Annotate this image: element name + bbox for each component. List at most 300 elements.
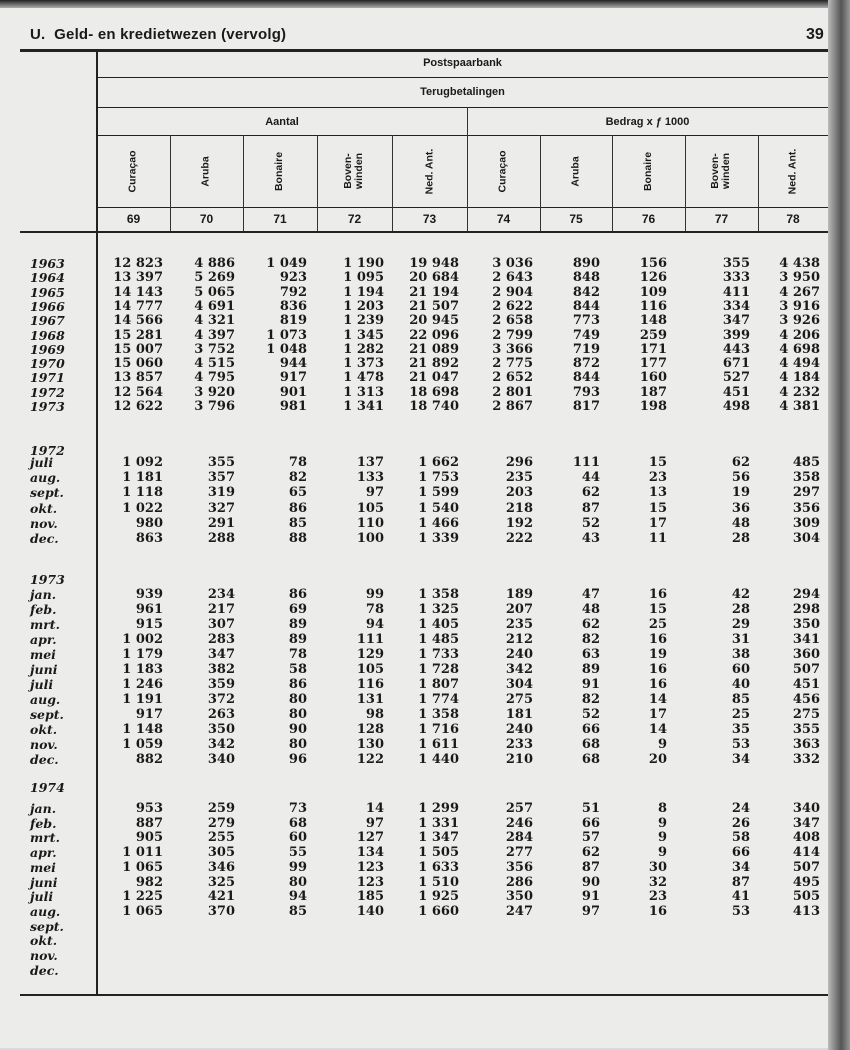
table-cell: 3 926 xyxy=(779,313,820,329)
table-cell: 4 515 xyxy=(194,356,235,372)
table-cell: 137 xyxy=(356,455,384,470)
column-header xyxy=(467,137,540,205)
table-cell: 307 xyxy=(207,617,235,632)
table-cell: 82 xyxy=(581,632,600,647)
table-cell: 105 xyxy=(356,500,384,516)
table-cell: 408 xyxy=(792,830,820,846)
row-label: aug. xyxy=(30,692,61,707)
column-header xyxy=(97,137,170,205)
table-row xyxy=(0,328,830,343)
table-cell: 836 xyxy=(279,298,307,314)
table-cell: 1 716 xyxy=(418,722,459,737)
table-cell: 18 698 xyxy=(409,384,459,400)
table-row xyxy=(0,948,830,963)
table-row xyxy=(0,313,830,328)
table-row xyxy=(0,933,830,948)
table-row xyxy=(0,875,830,890)
table-cell: 41 xyxy=(731,889,750,905)
table-row xyxy=(0,707,830,722)
table-cell: 87 xyxy=(581,859,600,875)
table-cell: 325 xyxy=(207,874,235,890)
table-cell: 12 564 xyxy=(113,384,163,400)
table-cell: 1 753 xyxy=(418,470,459,486)
table-cell: 1 190 xyxy=(343,256,384,271)
table-cell: 356 xyxy=(505,859,533,875)
table-cell: 890 xyxy=(572,256,600,271)
table-cell: 2 622 xyxy=(492,298,533,314)
row-label: dec. xyxy=(30,531,59,546)
row-label: 1970 xyxy=(30,356,65,372)
table-cell: 3 920 xyxy=(194,384,235,400)
table-cell: 34 xyxy=(731,859,750,875)
table-cell: 62 xyxy=(581,845,600,861)
table-cell: 198 xyxy=(639,399,667,414)
table-cell: 1 073 xyxy=(266,327,307,343)
table-cell: 68 xyxy=(288,815,307,831)
table-cell: 284 xyxy=(505,830,533,846)
table-cell: 88 xyxy=(288,531,307,546)
table-row xyxy=(0,285,830,300)
table-row xyxy=(0,904,830,919)
table-cell: 116 xyxy=(639,298,667,314)
table-cell: 20 xyxy=(648,752,667,767)
table-cell: 451 xyxy=(722,384,750,400)
table-cell: 1 485 xyxy=(418,632,459,647)
table-cell: 350 xyxy=(505,889,533,905)
table-cell: 14 143 xyxy=(113,284,163,300)
table-cell: 961 xyxy=(135,602,163,617)
header-aantal: Aantal xyxy=(265,116,299,128)
table-cell: 4 397 xyxy=(194,327,235,343)
table-row xyxy=(0,662,830,677)
table-cell: 21 089 xyxy=(409,341,459,357)
table-cell: 18 740 xyxy=(409,399,459,414)
table-cell: 217 xyxy=(207,602,235,617)
table-cell: 355 xyxy=(207,455,235,470)
table-cell: 372 xyxy=(207,692,235,707)
table-cell: 1 611 xyxy=(418,737,459,752)
table-row xyxy=(0,845,830,860)
table-cell: 277 xyxy=(505,845,533,861)
table-row xyxy=(0,470,830,485)
table-cell: 953 xyxy=(135,801,163,816)
table-cell: 87 xyxy=(731,874,750,890)
table-cell: 355 xyxy=(792,722,820,737)
column-number: 70 xyxy=(199,212,214,226)
table-cell: 341 xyxy=(792,632,820,647)
row-label: 1969 xyxy=(30,341,65,357)
table-cell: 882 xyxy=(135,752,163,767)
table-cell: 21 892 xyxy=(409,356,459,372)
table-cell: 19 xyxy=(648,647,667,662)
table-cell: 1 633 xyxy=(418,859,459,875)
table-cell: 773 xyxy=(572,313,600,329)
table-cell: 263 xyxy=(207,707,235,722)
table-cell: 235 xyxy=(505,617,533,632)
table-cell: 80 xyxy=(288,692,307,707)
row-label: 1968 xyxy=(30,327,65,343)
table-cell: 247 xyxy=(505,903,533,919)
table-cell: 5 065 xyxy=(194,284,235,300)
table-cell: 14 xyxy=(365,801,384,816)
table-cell: 16 xyxy=(648,677,667,692)
rule xyxy=(97,135,828,136)
row-label: feb. xyxy=(30,815,57,831)
table-cell: 15 007 xyxy=(113,341,163,357)
column-header-label: Curaçao xyxy=(126,149,139,193)
table-cell: 842 xyxy=(572,284,600,300)
table-cell: 1 510 xyxy=(418,874,459,890)
table-cell: 185 xyxy=(356,889,384,905)
table-cell: 1 331 xyxy=(418,815,459,831)
table-cell: 78 xyxy=(288,455,307,470)
table-cell: 4 438 xyxy=(779,256,820,271)
table-cell: 917 xyxy=(279,370,307,386)
table-cell: 82 xyxy=(288,470,307,486)
column-header xyxy=(243,137,317,205)
table-cell: 1 728 xyxy=(418,662,459,677)
table-cell: 495 xyxy=(792,874,820,890)
row-label: sept. xyxy=(30,707,64,722)
table-cell: 288 xyxy=(207,531,235,546)
table-cell: 181 xyxy=(505,707,533,722)
table-cell: 22 096 xyxy=(409,327,459,343)
table-cell: 134 xyxy=(356,845,384,861)
table-cell: 246 xyxy=(505,815,533,831)
row-label: 1964 xyxy=(30,270,65,286)
table-cell: 363 xyxy=(792,737,820,752)
table-cell: 498 xyxy=(722,399,750,414)
table-cell: 171 xyxy=(639,341,667,357)
table-row xyxy=(0,722,830,737)
table-cell: 2 799 xyxy=(492,327,533,343)
row-label: jan. xyxy=(30,801,57,816)
table-cell: 505 xyxy=(792,889,820,905)
row-label: okt. xyxy=(30,933,58,949)
table-cell: 370 xyxy=(207,903,235,919)
table-cell: 51 xyxy=(581,801,600,816)
row-label: 1967 xyxy=(30,313,65,329)
table-cell: 1 118 xyxy=(122,485,163,501)
table-cell: 1 022 xyxy=(122,500,163,516)
table-cell: 133 xyxy=(356,470,384,486)
table-cell: 360 xyxy=(792,647,820,662)
table-cell: 291 xyxy=(207,515,235,531)
table-cell: 105 xyxy=(356,662,384,677)
table-cell: 23 xyxy=(648,470,667,486)
table-cell: 222 xyxy=(505,531,533,546)
table-cell: 60 xyxy=(731,662,750,677)
row-label: juni xyxy=(30,662,58,677)
table-cell: 16 xyxy=(648,632,667,647)
column-header-label: Aruba xyxy=(569,155,582,187)
table-cell: 9 xyxy=(657,845,667,861)
table-cell: 86 xyxy=(288,677,307,692)
table-cell: 350 xyxy=(207,722,235,737)
table-cell: 240 xyxy=(505,647,533,662)
row-label: jan. xyxy=(30,587,57,602)
table-row xyxy=(0,385,830,400)
table-cell: 4 381 xyxy=(779,399,820,414)
table-cell: 1 239 xyxy=(343,313,384,329)
table-cell: 1 225 xyxy=(122,889,163,905)
column-header-label: Bonaire xyxy=(642,151,654,191)
table-cell: 382 xyxy=(207,662,235,677)
table-cell: 485 xyxy=(792,455,820,470)
rule xyxy=(97,207,828,208)
table-cell: 980 xyxy=(135,515,163,531)
table-cell: 1 282 xyxy=(343,341,384,357)
table-cell: 347 xyxy=(792,815,820,831)
table-cell: 207 xyxy=(505,602,533,617)
table-row xyxy=(0,356,830,371)
header-bedrag: Bedrag x ƒ 1000 xyxy=(605,116,690,128)
table-cell: 16 xyxy=(648,903,667,919)
rule xyxy=(20,231,828,233)
table-cell: 62 xyxy=(581,485,600,501)
table-cell: 89 xyxy=(288,632,307,647)
table-cell: 1 246 xyxy=(122,677,163,692)
table-cell: 123 xyxy=(356,874,384,890)
table-cell: 38 xyxy=(731,647,750,662)
row-label: juli xyxy=(30,889,54,905)
header-postspaarbank: Postspaarbank xyxy=(423,57,502,69)
row-label: 1963 xyxy=(30,256,65,271)
table-row xyxy=(0,632,830,647)
table-row xyxy=(0,801,830,816)
row-label: nov. xyxy=(30,948,58,963)
column-header xyxy=(170,137,243,205)
table-cell: 15 xyxy=(648,602,667,617)
table-cell: 4 698 xyxy=(779,341,820,357)
table-row xyxy=(0,501,830,516)
table-cell: 1 191 xyxy=(122,692,163,707)
table-cell: 52 xyxy=(581,707,600,722)
table-row xyxy=(0,860,830,875)
table-cell: 66 xyxy=(581,815,600,831)
row-label: 1971 xyxy=(30,370,65,386)
table-cell: 347 xyxy=(722,313,750,329)
table-cell: 116 xyxy=(356,677,384,692)
table-cell: 844 xyxy=(572,370,600,386)
column-number: 71 xyxy=(273,212,287,226)
table-cell: 793 xyxy=(572,384,600,400)
table-cell: 507 xyxy=(792,662,820,677)
table-cell: 887 xyxy=(135,815,163,831)
table-cell: 28 xyxy=(731,602,750,617)
table-cell: 507 xyxy=(792,859,820,875)
table-cell: 350 xyxy=(792,617,820,632)
column-number: 72 xyxy=(347,212,362,226)
table-cell: 90 xyxy=(288,722,307,737)
table-cell: 1 345 xyxy=(343,327,384,343)
row-label: apr. xyxy=(30,845,57,861)
column-header-label: Bonaire xyxy=(273,151,286,191)
table-cell: 28 xyxy=(731,531,750,546)
table-cell: 2 775 xyxy=(492,356,533,372)
table-cell: 97 xyxy=(365,485,384,501)
table-cell: 68 xyxy=(581,737,600,752)
table-cell: 32 xyxy=(648,874,667,890)
table-cell: 17 xyxy=(648,515,667,531)
table-row xyxy=(0,677,830,692)
table-cell: 130 xyxy=(356,737,384,752)
table-cell: 4 206 xyxy=(779,327,820,343)
table-cell: 259 xyxy=(639,327,667,343)
table-cell: 359 xyxy=(207,677,235,692)
table-cell: 98 xyxy=(365,707,384,722)
table-cell: 309 xyxy=(792,515,820,531)
table-cell: 55 xyxy=(288,845,307,861)
table-cell: 111 xyxy=(356,632,384,647)
table-cell: 235 xyxy=(505,470,533,486)
table-cell: 1 179 xyxy=(122,647,163,662)
table-cell: 80 xyxy=(288,874,307,890)
table-cell: 719 xyxy=(572,341,600,357)
table-cell: 53 xyxy=(731,737,750,752)
table-row xyxy=(0,889,830,904)
chapter-letter: U. xyxy=(30,26,46,43)
table-cell: 42 xyxy=(731,587,750,602)
table-cell: 1 540 xyxy=(418,500,459,516)
table-cell: 456 xyxy=(792,692,820,707)
table-cell: 1 358 xyxy=(418,587,459,602)
row-label: mei xyxy=(30,859,56,875)
table-cell: 20 945 xyxy=(409,313,459,329)
table-cell: 1 599 xyxy=(418,485,459,501)
table-cell: 189 xyxy=(505,587,533,602)
table-cell: 56 xyxy=(731,470,750,486)
table-cell: 1 092 xyxy=(122,455,163,470)
table-cell: 3 366 xyxy=(492,341,533,357)
table-cell: 421 xyxy=(207,889,235,905)
table-cell: 357 xyxy=(207,470,235,486)
table-cell: 342 xyxy=(207,737,235,752)
table-cell: 259 xyxy=(207,801,235,816)
table-cell: 9 xyxy=(657,815,667,831)
column-number: 69 xyxy=(126,212,141,226)
table-cell: 257 xyxy=(505,801,533,816)
table-cell: 24 xyxy=(731,801,750,816)
table-cell: 1 440 xyxy=(418,752,459,767)
table-cell: 86 xyxy=(288,587,307,602)
table-cell: 939 xyxy=(135,587,163,602)
table-cell: 413 xyxy=(792,903,820,919)
table-cell: 1 733 xyxy=(418,647,459,662)
table-cell: 131 xyxy=(356,692,384,707)
table-cell: 334 xyxy=(722,298,750,314)
table-cell: 414 xyxy=(792,845,820,861)
table-cell: 13 xyxy=(648,485,667,501)
table-cell: 25 xyxy=(731,707,750,722)
row-label: sept. xyxy=(30,485,64,501)
table-cell: 2 801 xyxy=(492,384,533,400)
row-label: aug. xyxy=(30,903,61,919)
row-label: 1965 xyxy=(30,284,65,300)
table-cell: 981 xyxy=(279,399,307,414)
table-cell: 5 269 xyxy=(194,270,235,286)
table-cell: 23 xyxy=(648,889,667,905)
page-number: 39 xyxy=(806,26,824,43)
table-cell: 944 xyxy=(279,356,307,372)
table-cell: 58 xyxy=(288,662,307,677)
table-cell: 358 xyxy=(792,470,820,486)
table-cell: 792 xyxy=(279,284,307,300)
row-label: 1973 xyxy=(30,399,65,414)
table-cell: 47 xyxy=(581,587,600,602)
column-number: 77 xyxy=(714,212,729,226)
table-cell: 34 xyxy=(731,752,750,767)
table-cell: 160 xyxy=(639,370,667,386)
table-cell: 60 xyxy=(288,830,307,846)
table-cell: 78 xyxy=(365,602,384,617)
table-cell: 109 xyxy=(639,284,667,300)
table-cell: 901 xyxy=(279,384,307,400)
table-cell: 97 xyxy=(365,815,384,831)
table-cell: 80 xyxy=(288,737,307,752)
table-cell: 43 xyxy=(581,531,600,546)
table-cell: 982 xyxy=(135,874,163,890)
row-label: 1966 xyxy=(30,298,65,314)
table-row xyxy=(0,830,830,845)
table-cell: 69 xyxy=(288,602,307,617)
column-header xyxy=(612,137,685,205)
table-cell: 411 xyxy=(722,284,750,300)
table-cell: 1 478 xyxy=(343,370,384,386)
table-cell: 817 xyxy=(572,399,600,414)
table-cell: 1 065 xyxy=(122,859,163,875)
table-cell: 12 823 xyxy=(113,256,163,271)
table-row xyxy=(0,399,830,414)
table-cell: 4 184 xyxy=(779,370,820,386)
table-row xyxy=(0,531,830,546)
row-label: mrt. xyxy=(30,830,60,846)
table-cell: 4 321 xyxy=(194,313,235,329)
table-cell: 21 507 xyxy=(409,298,459,314)
column-header-label: Boven- winden xyxy=(709,152,733,190)
table-cell: 99 xyxy=(365,587,384,602)
table-cell: 342 xyxy=(505,662,533,677)
table-cell: 2 652 xyxy=(492,370,533,386)
row-label: mrt. xyxy=(30,617,60,632)
table-row xyxy=(0,816,830,831)
page-header xyxy=(30,26,286,43)
table-cell: 62 xyxy=(581,617,600,632)
table-cell: 4 267 xyxy=(779,284,820,300)
table-cell: 1 299 xyxy=(418,801,459,816)
table-cell: 298 xyxy=(792,602,820,617)
row-label: aug. xyxy=(30,470,61,486)
table-cell: 86 xyxy=(288,500,307,516)
column-header-label: Boven- winden xyxy=(342,152,366,190)
header-terugbetalingen: Terugbetalingen xyxy=(420,86,505,98)
table-cell: 1 341 xyxy=(343,399,384,414)
table-cell: 11 xyxy=(648,531,667,546)
table-cell: 240 xyxy=(505,722,533,737)
section-label: 1974 xyxy=(30,780,65,795)
table-cell: 304 xyxy=(792,531,820,546)
rule xyxy=(20,994,828,996)
row-label: sept. xyxy=(30,918,64,934)
table-cell: 346 xyxy=(207,859,235,875)
table-cell: 671 xyxy=(722,356,750,372)
table-cell: 4 232 xyxy=(779,384,820,400)
table-cell: 296 xyxy=(505,455,533,470)
table-cell: 29 xyxy=(731,617,750,632)
table-cell: 356 xyxy=(792,500,820,516)
table-cell: 1 505 xyxy=(418,845,459,861)
table-cell: 128 xyxy=(356,722,384,737)
